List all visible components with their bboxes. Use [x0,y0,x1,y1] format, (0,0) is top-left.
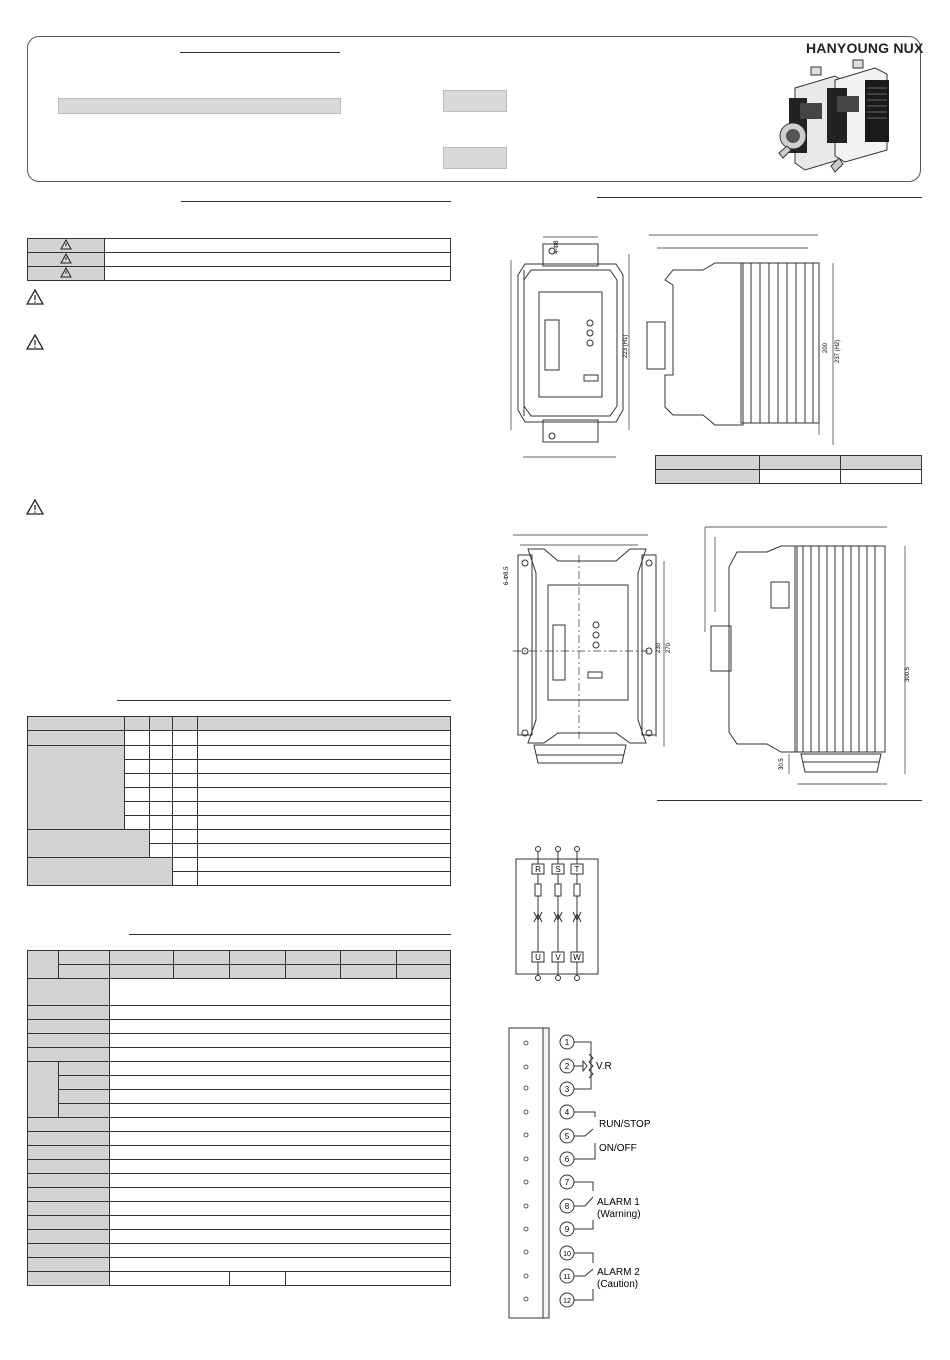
product-image [775,58,905,178]
header-model-bar [58,98,341,114]
terminal-number: 7 [564,1178,570,1187]
header-title-rule [180,52,340,53]
dimension-label: 4-Φ8 [554,240,560,254]
terminal-block-diagram [503,1025,673,1320]
input-terminal-label: R [535,865,541,874]
onoff-label: ON/OFF [599,1143,637,1154]
terminal-number: 4 [564,1108,570,1117]
specification-table [27,950,451,1286]
dimension-table [655,455,922,484]
warning-icon [60,239,72,250]
dimension-side-view-small [643,225,848,450]
input-terminal-label: T [574,865,580,874]
spec-title-rule [129,934,451,935]
terminal-number: 10 [563,1251,571,1258]
dimension-front-view-large [498,525,678,775]
dimension-side-view-large [697,522,917,790]
warning-icon [60,267,72,278]
wiring-diagram [510,842,605,984]
brand-logo: HANYOUNG NUX [806,40,924,56]
suffix-title-rule [117,700,451,701]
warning-icon [26,334,44,350]
alarm1-sub-label: (Warning) [597,1209,641,1220]
alarm2-label: ALARM 2 [597,1267,640,1278]
dimension-label: 270 [666,642,672,653]
dimension-label: 6-Φ8.5 [504,566,510,585]
dimension-label: 30.5 [779,758,785,770]
terminal-number: 11 [563,1274,571,1281]
terminal-number: 9 [564,1225,570,1234]
terminal-number: 12 [563,1298,571,1305]
header-gray-block-2 [443,147,507,169]
runstop-label: RUN/STOP [599,1119,651,1130]
danger-icon [26,289,44,305]
terminal-number: 1 [564,1038,570,1047]
dimension-title-rule [597,197,922,198]
terminal-number: 2 [564,1062,570,1071]
output-terminal-label: W [573,953,581,962]
dimension-label: 223 (H1) [623,334,629,358]
vr-label: V.R [596,1061,612,1072]
alarm1-label: ALARM 1 [597,1197,640,1208]
caution-icon [26,499,44,515]
connection-title-rule [657,800,922,801]
dimension-label: 230 [656,642,662,653]
terminal-number: 6 [564,1155,570,1164]
alarm2-sub-label: (Caution) [597,1279,639,1290]
warning-icon [60,253,72,264]
terminal-number: 8 [564,1202,570,1211]
output-terminal-label: U [535,953,541,962]
terminal-number: 5 [564,1132,570,1141]
model-suffix-table [27,716,451,886]
dimension-label: 200 [823,342,829,353]
safety-level-table [27,238,451,281]
output-terminal-label: V [555,953,561,962]
safety-title-rule [181,201,451,202]
dimension-front-view-small [505,230,640,465]
input-terminal-label: S [555,865,561,874]
dimension-label: 237 (H2) [835,339,841,363]
terminal-number: 3 [564,1085,570,1094]
header-gray-block-1 [443,90,507,112]
dimension-label: 300.5 [905,666,911,682]
